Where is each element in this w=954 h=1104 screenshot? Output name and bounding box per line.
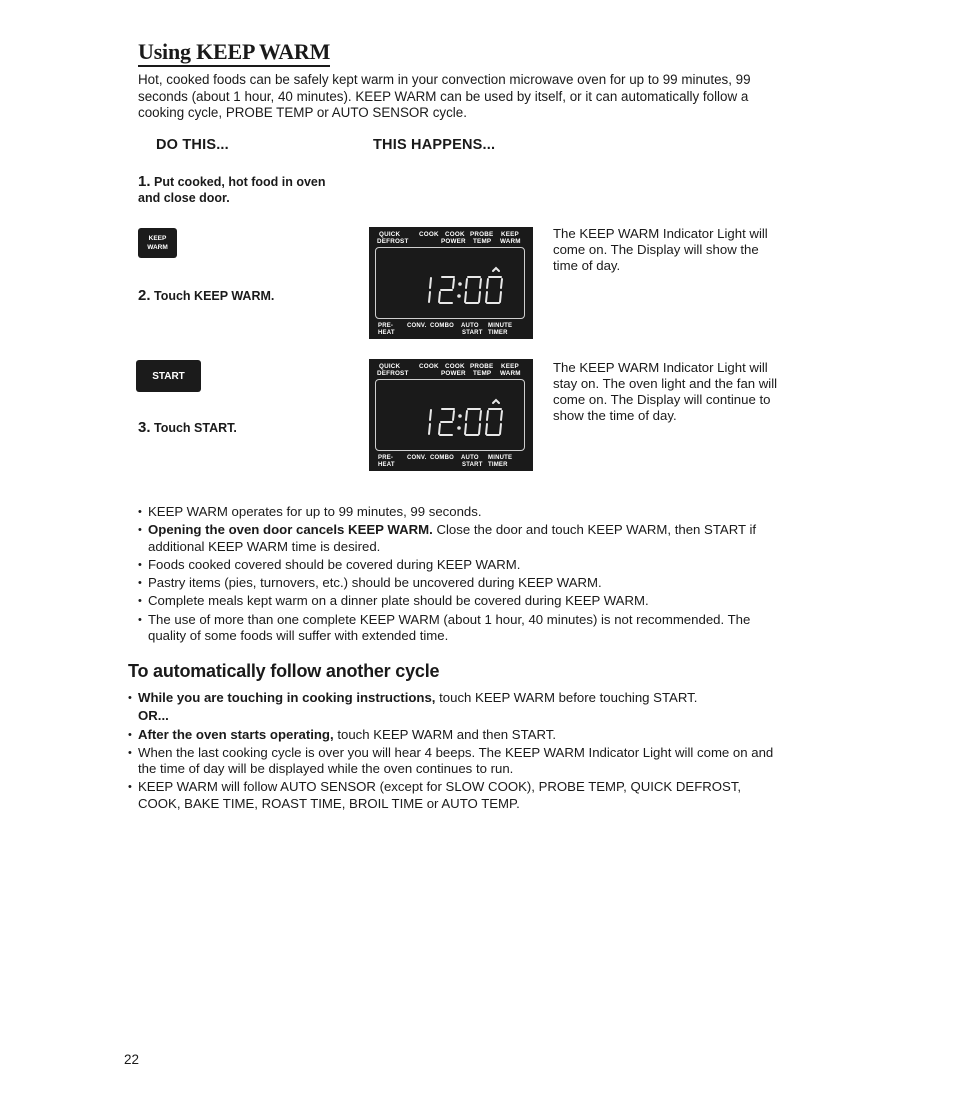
label-keep: KEEP xyxy=(501,231,519,238)
page-number: 22 xyxy=(124,1052,140,1067)
label-combo: COMBO xyxy=(430,323,454,329)
label-combo: COMBO xyxy=(430,455,454,461)
label-probe: PROBE xyxy=(470,363,494,370)
section-heading: To automatically follow another cycle xyxy=(128,661,440,681)
item-text: touch KEEP WARM and then START. xyxy=(333,726,556,742)
seven-segment-time xyxy=(376,380,524,450)
step-number: 2. xyxy=(138,287,151,304)
label-cook: COOK xyxy=(419,363,439,370)
label-timer: TIMER xyxy=(488,330,508,336)
auto-follow-list xyxy=(128,690,778,814)
note-lead: Opening the oven door cancels KEEP WARM. xyxy=(148,522,433,538)
step-text: Put cooked, hot food in oven and close door. xyxy=(138,175,326,205)
label-warm: WARM xyxy=(500,370,521,377)
control-panel-display xyxy=(369,359,533,471)
step-2-result: The KEEP WARM Indicator Light will come on. The Display will show the time of day. xyxy=(553,226,768,273)
step-text: Touch KEEP WARM. xyxy=(154,289,275,303)
label-auto: AUTO xyxy=(461,455,479,461)
page-title: Using KEEP WARM xyxy=(138,40,330,67)
or-separator: OR... xyxy=(138,708,169,724)
note-text: Foods cooked covered should be covered during KEEP WARM. xyxy=(148,556,521,572)
seven-segment-time xyxy=(376,248,524,318)
list-item xyxy=(128,779,778,812)
item-lead: After the oven starts operating, xyxy=(138,726,334,742)
label-heat: HEAT xyxy=(378,330,395,336)
label-auto: AUTO xyxy=(461,323,479,329)
start-key[interactable] xyxy=(136,360,201,392)
display-screen xyxy=(375,379,525,451)
control-panel-display xyxy=(369,227,533,339)
key-label-line2: WARM xyxy=(147,244,168,251)
label-conv: CONV. xyxy=(407,455,427,461)
key-label-line1: KEEP xyxy=(148,235,167,242)
label-defrost: DEFROST xyxy=(377,370,409,377)
list-item xyxy=(128,745,778,778)
label-quick: QUICK xyxy=(379,363,401,370)
item-text: touch KEEP WARM before touching START. xyxy=(435,690,698,705)
this-happens-heading: THIS HAPPENS... xyxy=(373,137,496,153)
label-temp: TEMP xyxy=(473,238,492,245)
label-warm: WARM xyxy=(500,238,521,245)
list-item xyxy=(138,504,778,520)
note-text: The use of more than one complete KEEP WARM (about 1 hour, 40 minutes) is not recommended. The quality of some foods will suffer with extended time. xyxy=(148,611,751,644)
notes-list xyxy=(138,504,778,646)
list-item xyxy=(138,575,778,591)
step-text: Touch START. xyxy=(154,421,237,435)
label-cook: COOK xyxy=(445,231,465,238)
list-item xyxy=(138,522,778,555)
list-item xyxy=(138,612,778,645)
step-number: 3. xyxy=(138,419,151,436)
list-item xyxy=(138,593,778,609)
list-item xyxy=(138,557,778,573)
label-cook: COOK xyxy=(419,231,439,238)
label-probe: PROBE xyxy=(470,231,494,238)
step-2 xyxy=(138,288,328,305)
keep-warm-key[interactable] xyxy=(138,228,177,258)
step-number: 1. xyxy=(138,173,151,190)
list-item xyxy=(128,690,778,706)
note-text: Close the door and touch KEEP WARM, then START if additional KEEP WARM time is desired. xyxy=(148,522,757,554)
label-conv: CONV. xyxy=(407,323,427,329)
label-timer: TIMER xyxy=(488,462,508,468)
note-text: Complete meals kept warm on a dinner plate should be covered during KEEP WARM. xyxy=(148,593,649,609)
label-minute: MINUTE xyxy=(488,323,513,329)
key-label: START xyxy=(152,370,185,382)
item-lead: While you are touching in cooking instructions, xyxy=(138,690,436,705)
list-item xyxy=(128,727,778,743)
label-minute: MINUTE xyxy=(488,455,513,461)
label-power: POWER xyxy=(441,238,466,245)
note-text: KEEP WARM operates for up to 99 minutes, 99 seconds. xyxy=(148,504,482,519)
label-defrost: DEFROST xyxy=(377,238,409,245)
item-text: When the last cooking cycle is over you will hear 4 beeps. The KEEP WARM Indicator Light will come on and the time of day will be displayed while the oven continues to run. xyxy=(138,744,774,777)
item-text: KEEP WARM will follow AUTO SENSOR (except for SLOW COOK), PROBE TEMP, QUICK DEFROST, COOK, BAKE TIME, ROAST TIME, BROIL TIME or AUTO TEMP. xyxy=(138,779,742,811)
do-this-heading: DO THIS... xyxy=(156,137,229,153)
step-3 xyxy=(138,420,328,437)
step-3-result: The KEEP WARM Indicator Light will stay on. The oven light and the fan will come on. The Display will continue to show the time of day. xyxy=(553,360,778,423)
label-keep: KEEP xyxy=(501,363,519,370)
display-screen xyxy=(375,247,525,319)
step-1 xyxy=(138,174,328,206)
label-start: START xyxy=(462,462,483,468)
label-quick: QUICK xyxy=(379,231,401,238)
label-pre: PRE- xyxy=(378,323,394,329)
label-pre: PRE- xyxy=(378,455,394,461)
note-text: Pastry items (pies, turnovers, etc.) should be uncovered during KEEP WARM. xyxy=(148,575,602,591)
label-start: START xyxy=(462,330,483,336)
label-temp: TEMP xyxy=(473,370,492,377)
label-power: POWER xyxy=(441,370,466,377)
label-heat: HEAT xyxy=(378,462,395,468)
label-cook: COOK xyxy=(445,363,465,370)
intro-paragraph: Hot, cooked foods can be safely kept warm in your convection microwave oven for up to 99 minutes, 99 seconds (about 1 hour, 40 minutes). KEEP WARM can be used by itself, or it can automatically follow a cooking cycle, PROBE TEMP or AUTO SENSOR cycle. xyxy=(138,72,751,120)
